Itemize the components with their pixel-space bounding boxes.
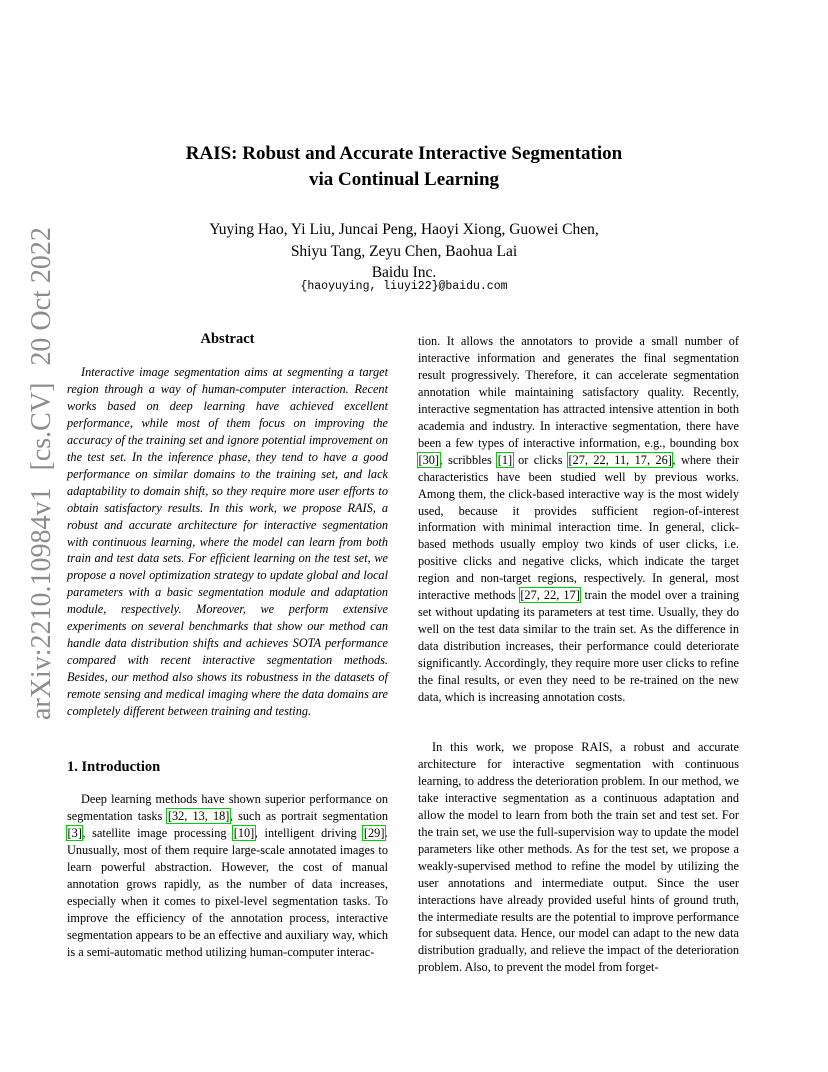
intro-cont-text-5: train the model over a training set without updating its parameters at test time. Usually, they do well on the test data similar to the train set. As the difference in data distribution increases, their performance could deteriorate significantly. Accordingly, they require more user clicks to refine the final results, or even they need to be re-trained on the new data, which is increasing annotation costs. (418, 588, 739, 705)
intro-cont-text-4: , where their characteristics have been studied well by previous works. Among them, the click-based interactive way is the most widely used, because it provides sufficient region-of-interest information with minimal interaction time. In general, click-based methods usually employ two kinds of user clicks, i.e. positive clicks and negative clicks, which indicate the target region and non-target regions, respectively. In general, most interactive methods (418, 452, 740, 603)
intro-text-1: Deep learning methods have shown superior performance on segmentation tasks (67, 792, 388, 823)
citation-link[interactable]: [10] (233, 825, 255, 840)
arxiv-identifier-stamp[interactable] (22, 227, 62, 720)
intro-cont-text-1: tion. It allows the annotators to provide a small number of interactive information and generates the final segmentation result progressively. Therefore, it can accelerate segmentation annotation while maintaining satisfactory quality. Recently, interactive segmentation has attracted intensive attention in both academia and industry. In interactive segmentation, there have been a few types of interactive information, e.g., bounding box (418, 334, 739, 450)
arxiv-id[interactable]: arXiv:2210.10984v1 (26, 487, 57, 720)
intro-cont-text-3: or clicks (512, 452, 568, 467)
author-emails: {haoyuying, liuyi22}@baidu.com (300, 280, 508, 293)
introduction-paragraph-1-continued (418, 333, 739, 706)
paper-title (140, 141, 668, 193)
intro-cont-text-2: , scribbles (439, 452, 498, 467)
author-block (140, 219, 668, 284)
citation-link[interactable]: [27, 22, 17] (520, 588, 580, 603)
citation-link[interactable]: [29] (363, 825, 385, 840)
citation-link[interactable]: [3] (67, 825, 82, 840)
citation-link[interactable]: [1] (497, 452, 513, 467)
title-line-2: via Continual Learning (308, 169, 500, 190)
authors-line-1: Yuying Hao, Yi Liu, Juncai Peng, Haoyi Xiong, Guowei Chen, (209, 221, 599, 238)
introduction-paragraph-2: In this work, we propose RAIS, a robust and accurate architecture for interactive segmentation with continuous learning, to address the deterioration problem. In our method, we take interactive segmentation as a continuous adaptation and allow the model to learn from both the train set and test set. For the train set, we use the full-supervision way to update the model parameters like other methods. As for the test set, we propose a weakly-supervised method to refine the model by utilizing the user annotations and intermediate output. Since the user interactions have already provided useful hints of ground truth, the intermediate results are the potential to improve performance for subsequent data. Hence, our model can adapt to the new data distribution gradually, and relieve the impact of the deterioration problem. Also, to prevent the model from forget- (418, 740, 739, 975)
title-line-1: RAIS: Robust and Accurate Interactive Segmentation (185, 143, 623, 164)
affiliation: Baidu Inc. (371, 264, 437, 281)
arxiv-category[interactable]: [cs.CV] (26, 382, 57, 471)
introduction-heading: 1. Introduction (67, 759, 161, 775)
intro-text-3: , satellite image processing (82, 825, 234, 840)
abstract-heading: Abstract (200, 331, 255, 347)
citation-link[interactable]: [30] (418, 452, 439, 467)
authors-line-2: Shiyu Tang, Zeyu Chen, Baohua Lai (290, 242, 518, 260)
intro-text-5: . Unusually, most of them require large-scale annotated images to learn powerful abstraction. However, the cost of manual annotation grows rapidly, as the number of data increases, especially when it comes to pixel-level segmentation tasks. To improve the efficiency of the annotation process, interactive segmentation appears to be an effective and auxiliary way, which is a semi-automatic method utilizing human-computer interac- (67, 825, 388, 959)
citation-link[interactable]: [27, 22, 11, 17, 26] (568, 452, 672, 467)
intro-text-4: , intelligent driving (254, 825, 364, 840)
arxiv-date: 20 Oct 2022 (26, 227, 57, 366)
intro-text-2: , such as portrait segmentation (229, 808, 388, 823)
introduction-paragraph-1 (67, 791, 388, 961)
citation-link[interactable]: [32, 13, 18] (167, 808, 230, 823)
abstract-text: Interactive image segmentation aims at segmenting a target region through a way of human-computer interaction. Recent works based on deep learning have achieved excellent performance, while most of them focus on improving the accuracy of the training set and ignore potential improvement on the test set. In the inference phase, they tend to have a good performance on similar domains to the training set, and lack adaptability to domain shift, so they require more user efforts to obtain satisfactory results. In this work, we propose RAIS, a robust and accurate architecture for interactive segmentation with continuous learning, where the model can learn from both train and test data sets. For efficient learning on the test set, we propose a novel optimization strategy to update global and local parameters with a basic segmentation module and adaptation module, respectively. Moreover, we perform extensive experiments on several benchmarks that show our method can handle data distribution shifts and achieves SOTA performance compared with recent interactive segmentation methods. Besides, our method also shows its robustness in the datasets of remote sensing and medical imaging where the data domains are completely different between training and testing. (67, 365, 388, 719)
